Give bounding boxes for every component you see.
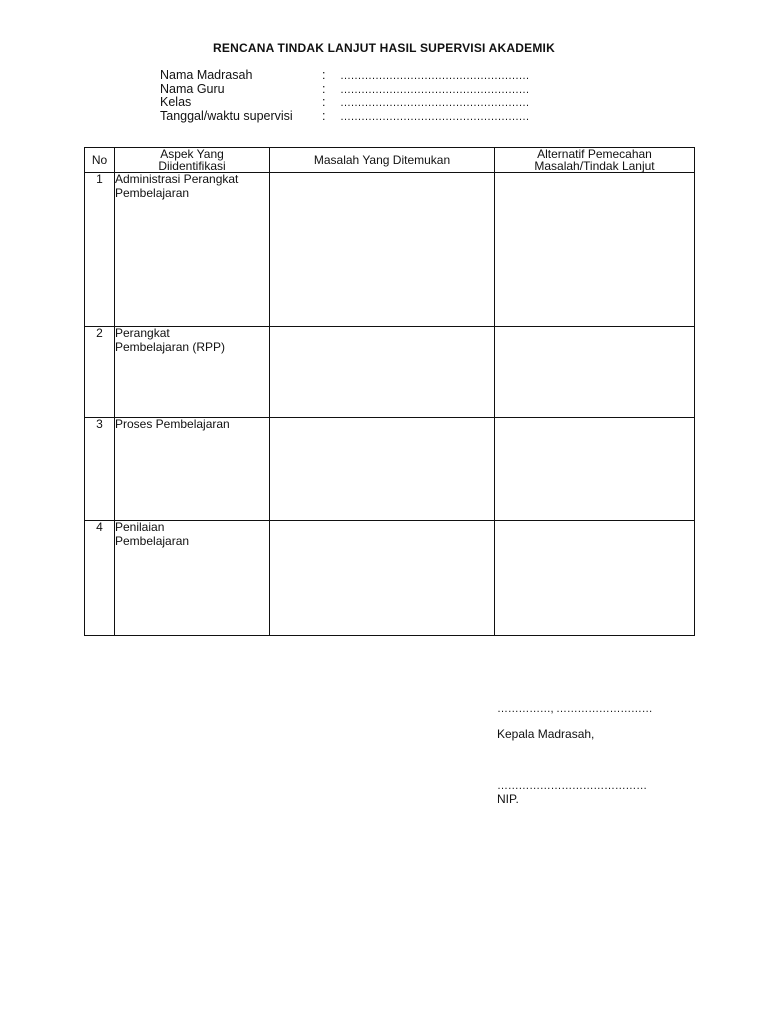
info-fill-line: ……………………………………………… <box>340 97 529 109</box>
info-colon: : <box>322 95 326 109</box>
info-label: Tanggal/waktu supervisi <box>160 108 293 123</box>
row-number: 3 <box>85 418 115 521</box>
row-masalah-cell[interactable] <box>270 327 495 418</box>
info-row-madrasah <box>160 69 529 83</box>
header-no: No <box>85 148 115 173</box>
info-fill-line: ……………………………………………… <box>340 70 529 82</box>
info-fill-line: ……………………………………………… <box>340 83 529 96</box>
row-masalah-cell[interactable] <box>270 418 495 521</box>
aspek-line2: Pembelajaran <box>115 185 190 200</box>
info-colon: : <box>322 108 326 123</box>
aspek-line2: Pembelajaran <box>115 533 190 548</box>
info-label: Nama Guru <box>160 81 225 96</box>
document-title: RENCANA TINDAK LANJUT HASIL SUPERVISI AKADEMIK <box>213 41 555 55</box>
row-aspek <box>115 521 270 636</box>
info-fill-line: ……………………………………………… <box>340 110 529 123</box>
signature-role: Kepala Madrasah, <box>497 727 595 741</box>
header-masalah: Masalah Yang Ditemukan <box>270 148 495 173</box>
table-header-row <box>85 148 695 173</box>
row-aspek <box>115 173 270 327</box>
aspek-line1: Perangkat <box>115 326 170 340</box>
signature-place-date: ……………, ……………………… <box>497 703 653 715</box>
row-number: 2 <box>85 327 115 418</box>
row-alternatif-cell[interactable] <box>495 418 695 521</box>
aspek-line1: Administrasi Perangkat <box>115 172 239 186</box>
header-alternatif-line2: Masalah/Tindak Lanjut <box>534 159 655 173</box>
signature-nip: NIP. <box>497 792 519 806</box>
row-alternatif-cell[interactable] <box>495 327 695 418</box>
info-label: Nama Madrasah <box>160 68 253 82</box>
header-aspek-line1: Aspek Yang <box>160 147 224 161</box>
info-label: Kelas <box>160 95 192 109</box>
row-masalah-cell[interactable] <box>270 521 495 636</box>
header-aspek <box>115 148 270 173</box>
supervision-table <box>84 147 695 636</box>
row-masalah-cell[interactable] <box>270 173 495 327</box>
info-row-kelas <box>160 96 529 110</box>
row-alternatif-cell[interactable] <box>495 173 695 327</box>
info-colon: : <box>322 81 326 96</box>
aspek-line1: Proses Pembelajaran <box>115 417 230 431</box>
aspek-line1: Penilaian <box>115 520 165 534</box>
row-aspek <box>115 327 270 418</box>
table-row <box>85 173 695 327</box>
header-alternatif <box>495 148 695 173</box>
header-alternatif-line1: Alternatif Pemecahan <box>537 147 652 161</box>
row-number: 4 <box>85 521 115 636</box>
info-row-guru <box>160 83 529 97</box>
table-row <box>85 521 695 636</box>
header-info <box>160 69 529 123</box>
info-row-tanggal <box>160 110 529 124</box>
table-row <box>85 418 695 521</box>
aspek-line2: Pembelajaran (RPP) <box>115 339 226 354</box>
row-number: 1 <box>85 173 115 327</box>
row-alternatif-cell[interactable] <box>495 521 695 636</box>
info-colon: : <box>322 68 326 82</box>
signature-name-line: …………………………………… <box>497 780 647 792</box>
table-row <box>85 327 695 418</box>
header-aspek-line2: Diidentifikasi <box>158 159 226 173</box>
row-aspek <box>115 418 270 521</box>
